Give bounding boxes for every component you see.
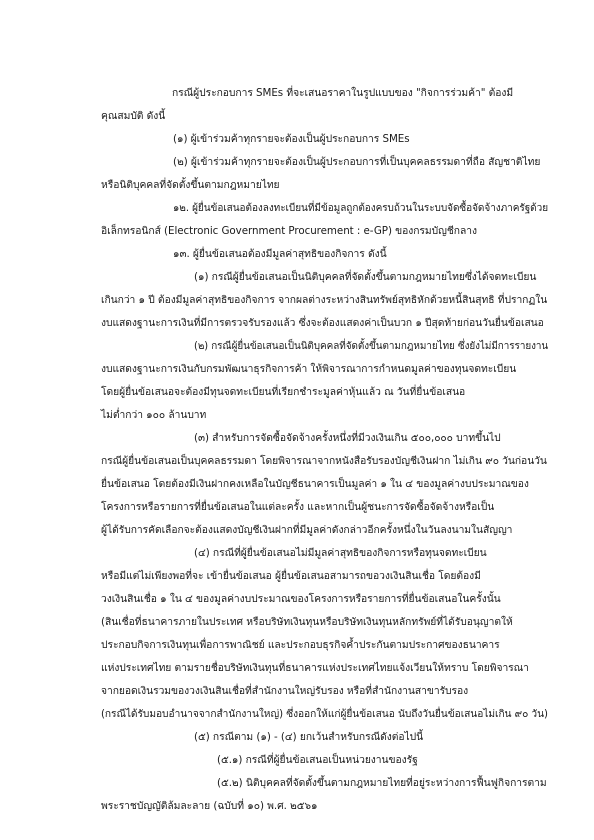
text-line: กรณีผู้ยื่นข้อเสนอเป็นบุคคลธรรมดา โดยพิจารณาจากหนังสือรับรองบัญชีเงินฝาก ไม่เกิน ๙๐ วันก่อนวัน [101, 455, 547, 467]
text-line: (๕) กรณีตาม (๑) - (๔) ยกเว้นสำหรับกรณีดังต่อไปนี้ [194, 731, 424, 743]
text-line: (สินเชื่อที่ธนาคารภายในประเทศ หรือบริษัทเงินทุนหรือบริษัทเงินทุนหลักทรัพย์ที่ได้รับอนุญาตให้ [101, 616, 513, 628]
text-line: (๒) ผู้เข้าร่วมค้าทุกรายจะต้องเป็นผู้ประกอบการที่เป็นบุคคลธรรมดาที่ถือ สัญชาติไทย [173, 156, 541, 168]
text-line: กรณีผู้ประกอบการ SMEs ที่จะเสนอราคาในรูปแบบของ "กิจการร่วมค้า" ต้องมี [172, 87, 514, 99]
text-line: พระราชบัญญัติล้มละลาย (ฉบับที่ ๑๐) พ.ศ. ๒๕๖๑ [101, 800, 318, 812]
text-line: วงเงินสินเชื่อ ๑ ใน ๔ ของมูลค่างบประมาณของโครงการหรือรายการที่ยื่นข้อเสนอในครั้งนั้น [101, 593, 501, 605]
text-line: (๑) กรณีผู้ยื่นข้อเสนอเป็นนิติบุคคลที่จัดตั้งขึ้นตามกฎหมายไทยซึ่งได้จดทะเบียน [194, 271, 537, 283]
text-line: (๕.๒) นิติบุคคลที่จัดตั้งขึ้นตามกฎหมายไทยที่อยู่ระหว่างการฟื้นฟูกิจการตาม [217, 777, 547, 789]
text-line: หรือมีแต่ไม่เพียงพอที่จะ เข้ายื่นข้อเสนอ ผู้ยื่นข้อเสนอสามารถขอวงเงินสินเชื่อ โดยต้องมี [101, 570, 481, 582]
text-line: งบแสดงฐานะการเงินที่มีการตรวจรับรองแล้ว ซึ่งจะต้องแสดงค่าเป็นบวก ๑ ปีสุดท้ายก่อนวันยื่นข้อเสนอ [101, 317, 544, 329]
text-line: ไม่ต่ำกว่า ๑๐๐ ล้านบาท [101, 409, 207, 421]
text-line: หรือนิติบุคคลที่จัดตั้งขึ้นตามกฎหมายไทย [101, 179, 280, 191]
text-line: งบแสดงฐานะการเงินกับกรมพัฒนาธุรกิจการค้า ให้พิจารณาการกำหนดมูลค่าของทุนจดทะเบียน [101, 363, 517, 375]
text-line: (๕.๑) กรณีที่ผู้ยื่นข้อเสนอเป็นหน่วยงานของรัฐ [217, 754, 418, 766]
text-line: ยื่นข้อเสนอ โดยต้องมีเงินฝากคงเหลือในบัญชีธนาคารเป็นมูลค่า ๑ ใน ๔ ของมูลค่างบประมาณของ [101, 478, 529, 490]
text-line: เกินกว่า ๑ ปี ต้องมีมูลค่าสุทธิของกิจการ จากผลต่างระหว่างสินทรัพย์สุทธิหักด้วยหนี้สินสุทธิ ที่ปรากฏใน [101, 294, 548, 306]
text-line: ผู้ได้รับการคัดเลือกจะต้องแสดงบัญชีเงินฝากที่มีมูลค่าดังกล่าวอีกครั้งหนึ่งในวันลงนามในสัญญา [101, 524, 513, 536]
text-line: (๓) สำหรับการจัดซื้อจัดจ้างครั้งหนึ่งที่มีวงเงินเกิน ๕๐๐,๐๐๐ บาทขึ้นไป [194, 432, 501, 444]
text-line: คุณสมบัติ ดังนี้ [101, 110, 166, 122]
text-line: อิเล็กทรอนิกส์ (Electronic Government Procurement : e-GP) ของกรมบัญชีกลาง [101, 225, 477, 237]
text-line: จากยอดเงินรวมของวงเงินสินเชื่อที่สำนักงานใหญ่รับรอง หรือที่สำนักงานสาขารับรอง [101, 685, 469, 697]
text-line: (๑) ผู้เข้าร่วมค้าทุกรายจะต้องเป็นผู้ประกอบการ SMEs [173, 133, 410, 145]
text-line: แห่งประเทศไทย ตามรายชื่อบริษัทเงินทุนที่ธนาคารแห่งประเทศไทยแจ้งเวียนให้ทราบ โดยพิจารณา [101, 662, 529, 674]
text-line: (๒) กรณีผู้ยื่นข้อเสนอเป็นนิติบุคคลที่จัดตั้งขึ้นตามกฎหมายไทย ซึ่งยังไม่มีการรายงาน [194, 340, 549, 352]
text-line: ประกอบกิจการเงินทุนเพื่อการพาณิชย์ และประกอบธุรกิจค้ำประกันตามประกาศของธนาคาร [101, 639, 500, 651]
text-line: (๔) กรณีที่ผู้ยื่นข้อเสนอไม่มีมูลค่าสุทธิของกิจการหรือทุนจดทะเบียน [194, 547, 487, 559]
text-line: ๑๓. ผู้ยื่นข้อเสนอต้องมีมูลค่าสุทธิของกิจการ ดังนี้ [173, 248, 387, 260]
text-line: ๑๒. ผู้ยื่นข้อเสนอต้องลงทะเบียนที่มีข้อมูลถูกต้องครบถ้วนในระบบจัดซื้อจัดจ้างภาครัฐด้วย [173, 202, 549, 214]
text-line: โดยผู้ยื่นข้อเสนอจะต้องมีทุนจดทะเบียนที่เรียกชำระมูลค่าหุ้นแล้ว ณ วันที่ยื่นข้อเสนอ [101, 386, 466, 398]
text-line: (กรณีได้รับมอบอำนาจจากสำนักงานใหญ่) ซึ่งออกให้แก่ผู้ยื่นข้อเสนอ นับถึงวันยื่นข้อเสนอไม่เกิน ๙๐ วัน) [101, 708, 548, 720]
text-line: โครงการหรือรายการที่ยื่นข้อเสนอในแต่ละครั้ง และหากเป็นผู้ชนะการจัดซื้อจัดจ้างหรือเป็น [101, 501, 495, 513]
